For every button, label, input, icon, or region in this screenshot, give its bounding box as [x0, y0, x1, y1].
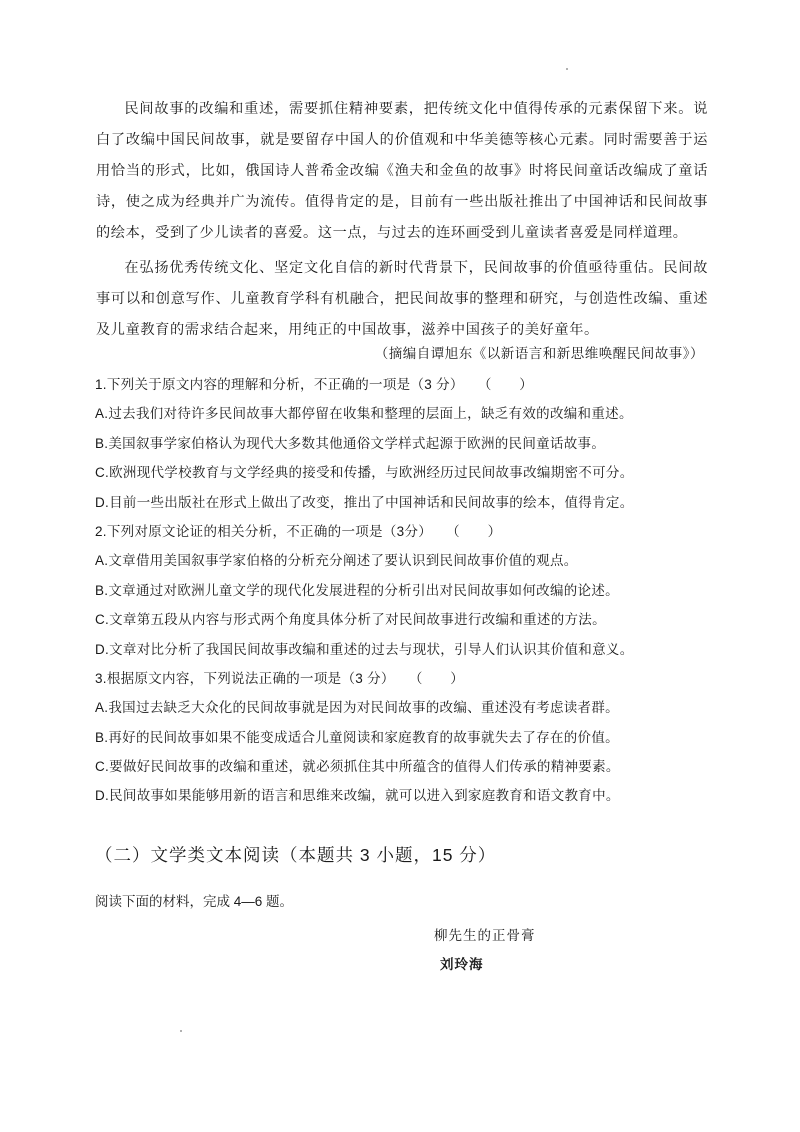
question-3-option-c: C.要做好民间故事的改编和重述，就必须抓住其中所蕴含的值得人们传承的精神要素。 [95, 759, 620, 775]
question-1-option-a: A.过去我们对待许多民间故事大都停留在收集和整理的层面上，缺乏有效的改编和重述。 [95, 406, 633, 422]
question-1-option-d: D.目前一些出版社在形式上做出了改变，推出了中国神话和民间故事的绘本，值得肯定。 [95, 494, 634, 510]
scan-speck [180, 1030, 182, 1032]
question-3-stem: 3.根据原文内容，下列说法正确的一项是（3 分） （ ） [95, 670, 465, 686]
question-2-option-b: B.文章通过对欧洲儿童文学的现代化发展进程的分析引出对民间故事如何改编的论述。 [95, 582, 619, 598]
passage-paragraph-2: 在弘扬优秀传统文化、坚定文化自信的新时代背景下，民间故事的价值亟待重估。民间故事可以和创意写作、儿童教育学科有机融合，把民间故事的整理和研究，与创造性改编、重述及儿童教育的需求结合起来，用纯正的中国故事，滋养中国孩子的美好童年。 [96, 260, 708, 338]
question-list [95, 370, 715, 811]
question-2-option-a: A.文章借用美国叙事学家伯格的分析充分阐述了要认识到民间故事价值的观点。 [95, 553, 578, 569]
question-1-option-b: B.美国叙事学家伯格认为现代大多数其他通俗文学样式起源于欧洲的民间童话故事。 [95, 435, 606, 451]
story-title: 柳先生的正骨膏 [434, 928, 536, 944]
section-instruction: 阅读下面的材料，完成 4—6 题。 [95, 894, 294, 909]
question-3-option-a: A.我国过去缺乏大众化的民间故事就是因为对民间故事的改编、重述没有考虑读者群。 [95, 700, 619, 716]
scan-speck [566, 68, 568, 70]
section-heading: （二）文学类文本阅读（本题共 3 小题，15 分） [95, 845, 497, 865]
question-1-stem: 1.下列关于原文内容的理解和分析，不正确的一项是（3 分） （ ） [95, 377, 534, 392]
question-2-option-c: C.文章第五段从内容与形式两个角度具体分析了对民间故事进行改编和重述的方法。 [95, 612, 606, 628]
question-3-option-d: D.民间故事如果能够用新的语言和思维来改编，就可以进入到家庭教育和语文教育中。 [95, 788, 620, 804]
story-author: 刘玲海 [440, 957, 484, 973]
passage-source: （摘编自谭旭东《以新语言和新思维唤醒民间故事》） [374, 346, 704, 362]
question-2-stem: 2.下列对原文论证的相关分析，不正确的一项是（3分） （ ） [95, 523, 502, 539]
reading-passage [96, 94, 708, 350]
question-1-option-c: C.欧洲现代学校教育与文学经典的接受和传播，与欧洲经历过民间故事改编期密不可分。 [95, 465, 634, 481]
question-3-option-b: B.再好的民间故事如果不能变成适合儿童阅读和家庭教育的故事就失去了存在的价值。 [95, 729, 619, 745]
passage-paragraph-1: 民间故事的改编和重述，需要抓住精神要素，把传统文化中值得传承的元素保留下来。说白了改编中国民间故事，就是要留存中国人的价值观和中华美德等核心元素。同时需要善于运用恰当的形式，比如，俄国诗人普希金改编《渔夫和金鱼的故事》时将民间童话改编成了童话诗，使之成为经典并广为流传。值得肯定的是，目前有一些出版社推出了中国神话和民间故事的绘本，受到了少儿读者的喜爱。这一点，与过去的连环画受到儿童读者喜爱是同样道理。 [96, 101, 708, 241]
question-2-option-d: D.文章对比分析了我国民间故事改编和重述的过去与现状，引导人们认识其价值和意义。 [95, 641, 634, 657]
